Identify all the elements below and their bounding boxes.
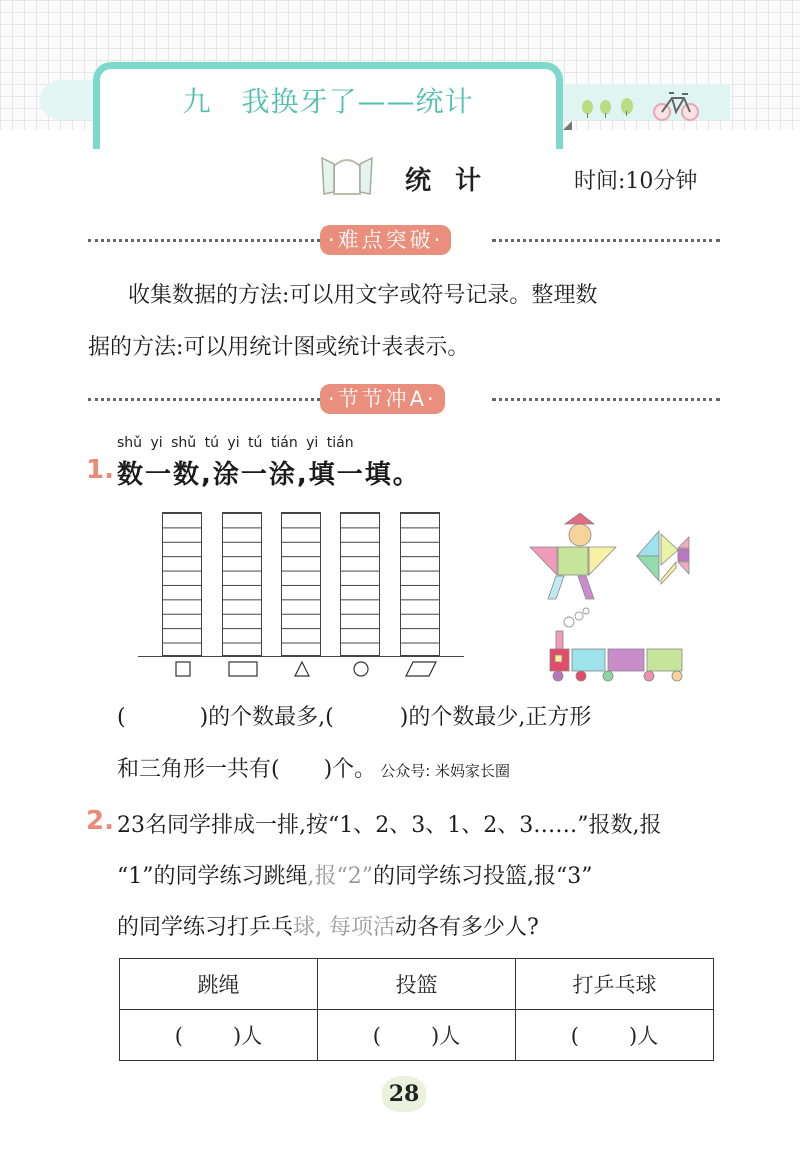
chapter-heading — [93, 80, 563, 120]
tree-icon — [582, 100, 593, 114]
square-icon — [175, 661, 191, 677]
bicycle-icon — [652, 88, 700, 124]
triangle-icon — [294, 661, 310, 677]
rectangle-icon — [228, 661, 258, 677]
question-2-line-3 — [117, 910, 539, 941]
robot-figure — [530, 513, 616, 599]
tally-column-triangle[interactable] — [281, 512, 321, 656]
question-1-text-b: )的个数最少,正方形 — [399, 705, 592, 730]
shape-figures — [520, 505, 720, 690]
question-2-text: 的同学练习投篮,报“3” — [373, 864, 593, 889]
train-figure — [550, 608, 682, 681]
parallelogram-icon — [405, 661, 437, 677]
chart-baseline — [138, 656, 464, 657]
dotted-divider — [88, 239, 320, 242]
question-2-text-faded: ,报“2” — [307, 864, 373, 889]
difficulty-pill: ·难点突破· — [320, 225, 451, 255]
key-points-line-2: 据的方法:可以用统计图或统计表表示。 — [88, 335, 470, 360]
answer-cell-jump-rope[interactable] — [120, 1010, 318, 1061]
question-2-text: 动各有多少人? — [395, 915, 539, 940]
table-header-jump-rope: 跳绳 — [120, 959, 318, 1010]
question-2-text: “1”的同学练习跳绳 — [117, 864, 308, 889]
paren-open: ( — [570, 1024, 579, 1048]
circle-icon — [353, 661, 369, 677]
paren-open: ( — [372, 1024, 381, 1048]
tally-column-circle[interactable] — [340, 512, 380, 656]
question-number-1: 1. — [86, 455, 114, 485]
paren-close-unit: )人 — [233, 1024, 263, 1048]
dotted-divider — [492, 239, 720, 242]
table-header-basketball: 投篮 — [318, 959, 516, 1010]
key-points-line-1: 收集数据的方法:可以用文字或符号记录。整理数 — [128, 283, 598, 308]
table-header-ping-pong: 打乒乓球 — [516, 959, 714, 1010]
table-header-row — [120, 959, 714, 1010]
question-1-line-2 — [117, 752, 510, 783]
dotted-divider — [492, 398, 720, 401]
answer-cell-basketball[interactable] — [318, 1010, 516, 1061]
chapter-number: 九 — [182, 85, 212, 118]
dotted-divider — [88, 398, 320, 401]
question-2-line-2 — [117, 859, 593, 890]
question-1-text-d: )个。 — [323, 757, 377, 782]
table-row — [120, 1010, 714, 1061]
pinyin-annotation: shǔ yi shǔ tú yi tú tián yi tián — [117, 435, 354, 451]
question-2-text: 的同学练习打乒乓 — [117, 915, 294, 940]
tree-icon — [600, 100, 611, 114]
chapter-title: 我换牙了——统计 — [241, 85, 474, 118]
tally-column-rectangle[interactable] — [222, 512, 262, 656]
answer-cell-ping-pong[interactable] — [516, 1010, 714, 1061]
window-icon — [320, 152, 374, 196]
tally-column-parallelogram[interactable] — [400, 512, 440, 656]
page-number: 28 — [382, 1076, 426, 1112]
question-2-line-1: 23名同学排成一排,按“1、2、3、1、2、3……”报数,报 — [117, 813, 662, 838]
fold-corner-icon — [563, 121, 572, 130]
question-1-line-1 — [117, 700, 591, 731]
paren-close-unit: )人 — [629, 1024, 659, 1048]
tree-icon — [621, 98, 633, 114]
question-1-title: 数一数,涂一涂,填一填。 — [117, 460, 421, 490]
tally-chart — [138, 508, 468, 688]
tally-column-square[interactable] — [162, 512, 202, 656]
question-1-text-c: 和三角形一共有( — [117, 757, 280, 782]
fish-figure — [637, 531, 689, 584]
question-2-text-faded: 球, 每项活 — [293, 915, 396, 940]
paren-close-unit: )人 — [431, 1024, 461, 1048]
practice-banner — [88, 384, 720, 414]
question-number-2: 2. — [86, 806, 114, 836]
time-limit: 时间:10分钟 — [574, 169, 698, 194]
practice-pill: ·节节冲A· — [320, 384, 445, 414]
paren-open: ( — [174, 1024, 183, 1048]
watermark-text: 公众号: 米妈家长圈 — [380, 762, 511, 780]
answer-table — [119, 958, 714, 1061]
question-1-text-a: )的个数最多,( — [199, 705, 334, 730]
section-title: 统计 — [405, 166, 506, 196]
paren-open: ( — [117, 705, 126, 730]
difficulty-banner — [88, 225, 720, 255]
section-header — [320, 150, 740, 200]
